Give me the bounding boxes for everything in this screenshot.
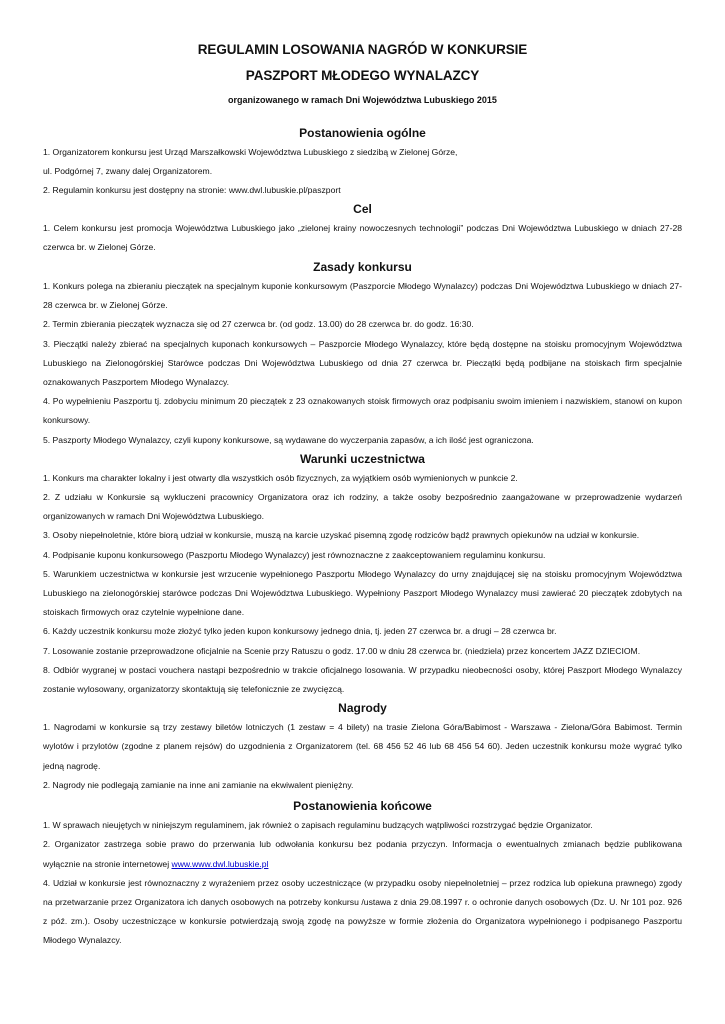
conditions-paragraph-5: 5. Warunkiem uczestnictwa w konkursie jest wrzucenie wypełnionego Paszportu Młodego Wynalazcy do urny znajdującej się na stoisku promocyjnym Województwa Lubuskiego na zielonogórskiej starówce podczas Dni Województwa Lubuskiego. Wypełniony Paszport Młodego Wynalazcy musi zawierać 20 pieczątek zdobytych na stoiskach firmowych oraz czytelnie wypełnione dane.: [43, 568, 682, 618]
conditions-paragraph-8: 8. Odbiór wygranej w postaci vouchera nastąpi bezpośrednio w trakcie oficjalnego losowania. W przypadku nieobecności osoby, której Paszport Młodego Wynalazcy zostanie wylosowany, organizatorzy skontaktują się telefonicznie ze zwycięzcą.: [43, 664, 682, 695]
conditions-paragraph-2: 2. Z udziału w Konkursie są wykluczeni pracownicy Organizatora oraz ich rodziny, a także osoby bezpośrednio zaangażowane w przeprowadzenie wydarzeń organizowanych w ramach Dni Województwa Lubuskiego.: [43, 492, 682, 522]
rules-paragraph-4: 4. Po wypełnieniu Paszportu tj. zdobyciu minimum 20 pieczątek z 23 oznakowanych stoisk firmowych oraz podpisaniu swoim imieniem i nazwiskiem, stanowi on kupon konkursowy.: [43, 396, 682, 426]
document-subtitle: organizowanego w ramach Dni Województwa Lubuskiego 2015: [228, 95, 497, 105]
rules-paragraph-1: 1. Konkurs polega na zbieraniu pieczątek na specjalnym kuponie konkursowym (Paszporcie Młodego Wynalazcy) podczas Dni Województwa Lubuskiego w dniach 27-28 czerwca br. w Zielonej Górze.: [43, 281, 682, 311]
prizes-paragraph-1: 1. Nagrodami w konkursie są trzy zestawy biletów lotniczych (1 zestaw = 4 bilety) na trasie Zielona Góra/Babimost - Warszawa - Zielona/Góra Babimost. Termin wylotów i przylotów (zgodne z planem rejsów) do uzgodnienia z Organizatorem (tel. 68 456 52 46 lub 68 456 54 60). Jeden uczestnik konkursu może wygrać tylko jedną nagrodę.: [43, 722, 682, 771]
rules-paragraph-5: 5. Paszporty Młodego Wynalazcy, czyli kupony konkursowe, są wydawane do wyczerpania zapasów, a ich ilość jest ograniczona.: [43, 434, 534, 445]
section-heading-final: Postanowienia końcowe: [293, 799, 432, 814]
conditions-paragraph-3: 3. Osoby niepełnoletnie, które biorą udział w konkursie, muszą na karcie uzyskać pisemną zgodę rodziców bądź prawnych opiekunów na udział w konkursie.: [43, 530, 640, 541]
final-paragraph-2: [43, 835, 682, 873]
rules-paragraph-3: 3. Pieczątki należy zbierać na specjalnych kuponach konkursowych – Paszporcie Młodego Wynalazcy, które będą dostępne na stoisku promocyjnym Województwa Lubuskiego na Zielonogórskiej Starówce podczas Dni Województwa Lubuskiego od dnia 27 czerwca br. Pieczątki będą podbijane na stoiskach firm specjalnie oznakowanych Paszportem Młodego Wynalazcy.: [43, 338, 682, 388]
goal-paragraph-1: 1. Celem konkursu jest promocja Województwa Lubuskiego jako „zielonej krainy nowoczesnych technologii” podczas Dni Województwa Lubuskiego w dniach 27-28 czerwca br. w Zielonej Górze.: [43, 222, 682, 252]
website-link[interactable]: www.www.dwl.lubuskie.pl: [171, 858, 269, 869]
document-title-line2: PASZPORT MŁODEGO WYNALAZCY: [245, 68, 480, 83]
section-heading-general: Postanowienia ogólne: [299, 126, 426, 140]
final-paragraph-2-text: 2. Organizator zastrzega sobie prawo do przerwania lub odwołania konkursu bez podania przyczyn. Informacja o ewentualnych zmianach będzie publikowana wyłącznie na stronie internetowej: [43, 839, 682, 869]
section-heading-conditions: Warunki uczestnictwa: [300, 451, 425, 466]
rules-paragraph-2: 2. Termin zbierania pieczątek wyznacza się od 27 czerwca br. (od godz. 13.00) do 28 czerwca br. do godz. 16:30.: [43, 319, 474, 330]
section-heading-rules: Zasady konkursu: [313, 260, 412, 275]
conditions-paragraph-6: 6. Każdy uczestnik konkursu może złożyć tylko jeden kupon konkursowy jednego dnia, tj. jeden 27 czerwca br. a drugi – 28 czerwca br.: [43, 626, 557, 637]
prizes-paragraph-2: 2. Nagrody nie podlegają zamianie na inne ani zamianie na ekwiwalent pieniężny.: [43, 779, 354, 790]
document-title-line1: REGULAMIN LOSOWANIA NAGRÓD W KONKURSIE: [197, 42, 528, 57]
final-paragraph-4: 4. Udział w konkursie jest równoznaczny z wyrażeniem przez osoby uczestniczące (w przypadku osoby niepełnoletniej – przez rodzica lub opiekuna prawnego) zgody na przetwarzanie przez Organizatora ich danych osobowych na potrzeby konkursu /ustawa z dnia 29.08.1997 r. o ochronie danych osobowych (Dz. U. Nr 101 poz. 926 z póź. zm.). Osoby uczestniczące w konkursie potwierdzają swoją zgodę na powyższe w formie złożenia do Organizatora wypełnionego i podpisanego Paszportu Młodego Wynalazcy.: [43, 877, 682, 946]
conditions-paragraph-1: 1. Konkurs ma charakter lokalny i jest otwarty dla wszystkich osób fizycznych, za wyjątkiem osób wymienionych w punkcie 2.: [43, 472, 518, 483]
conditions-paragraph-7: 7. Losowanie zostanie przeprowadzone oficjalnie na Scenie przy Ratuszu o godz. 17.00 w dniu 28 czerwca br. (niedziela) przez koncertem JAZZ DZIECIOM.: [43, 645, 641, 656]
conditions-paragraph-4: 4. Podpisanie kuponu konkursowego (Paszportu Młodego Wynalazcy) jest równoznaczne z zaakceptowaniem regulaminu konkursu.: [43, 549, 546, 560]
general-paragraph-1: 1. Organizatorem konkursu jest Urząd Marszałkowski Województwa Lubuskiego z siedzibą w Zielonej Górze,: [43, 147, 458, 157]
general-paragraph-2: 2. Regulamin konkursu jest dostępny na stronie: www.dwl.lubuskie.pl/paszport: [43, 185, 341, 196]
section-heading-prizes: Nagrody: [338, 701, 387, 716]
section-heading-goal: Cel: [353, 201, 372, 216]
general-paragraph-1-cont: ul. Podgórnej 7, zwany dalej Organizatorem.: [43, 166, 213, 177]
final-paragraph-1: 1. W sprawach nieujętych w niniejszym regulaminem, jak również o zapisach regulaminu budzących wątpliwości rozstrzygać będzie Organizator.: [43, 820, 593, 831]
